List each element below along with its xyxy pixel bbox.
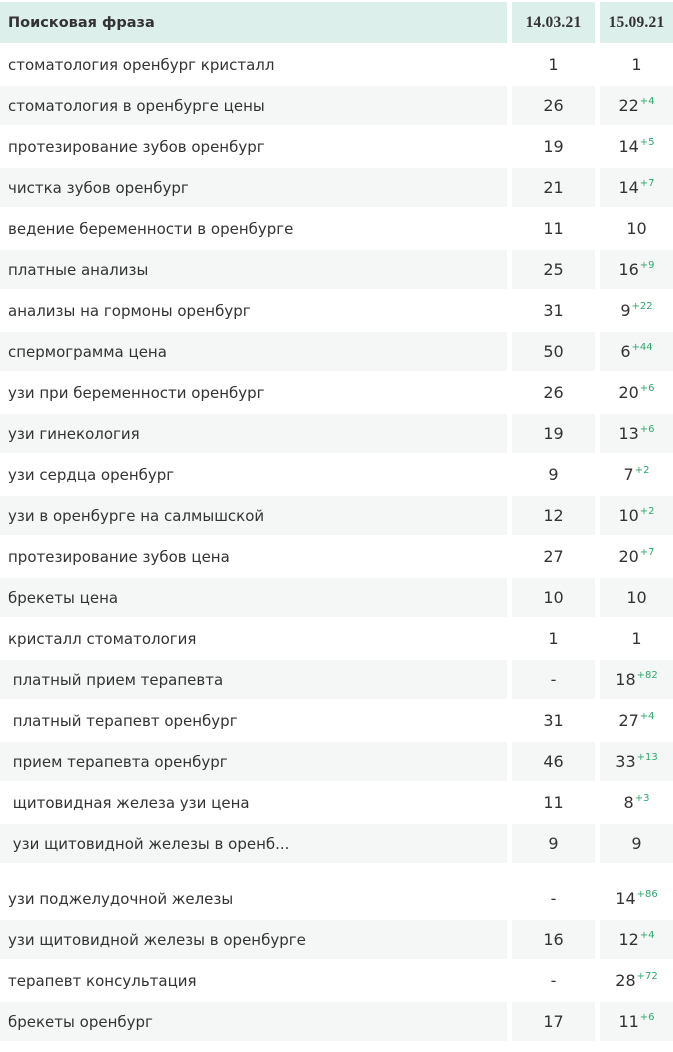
search-phrase-text: протезирование зубов оренбург [8,137,265,156]
position-change-badge: +7 [639,177,655,189]
search-phrase-text: терапевт консультация [8,971,197,990]
search-phrase-text: щитовидная железа узи цена [8,793,250,812]
position-old-cell: 1 [512,619,595,658]
search-phrase-text: стоматология оренбург кристалл [8,55,275,74]
search-phrase-text: брекеты оренбург [8,1012,153,1031]
table-row[interactable] [0,742,673,781]
position-change-badge: +4 [639,710,655,722]
search-phrase-cell [0,250,507,289]
position-change-badge: +13 [636,751,658,763]
table-row[interactable] [0,660,673,699]
position-new-cell [600,1002,673,1041]
search-phrase-cell [0,1002,507,1041]
search-phrase-text: прием терапевта оренбург [8,752,228,771]
search-phrase-cell [0,742,507,781]
position-new-cell [600,291,673,330]
table-row[interactable] [0,373,673,412]
position-new-value: 20 [618,547,639,566]
position-change-badge: +6 [639,382,655,394]
table-row[interactable] [0,496,673,535]
search-phrase-text: узи при беременности оренбург [8,383,265,402]
search-phrase-text: узи сердца оренбург [8,465,175,484]
search-phrase-text: кристалл стоматология [8,629,197,648]
table-row[interactable] [0,578,673,617]
position-new-cell [600,660,673,699]
search-phrase-text: узи щитовидной железы в оренб... [8,834,290,853]
position-old-cell: 16 [512,920,595,959]
search-phrase-text: анализы на гормоны оренбург [8,301,251,320]
search-phrase-text: узи в оренбурге на салмышской [8,506,265,525]
table-row[interactable] [0,455,673,494]
column-header-date-old[interactable]: 14.03.21 [512,2,595,43]
position-change-badge: +22 [631,300,653,312]
table-row[interactable] [0,414,673,453]
search-phrase-text: узи гинекология [8,424,140,443]
search-phrase-cell [0,537,507,576]
table-row[interactable] [0,783,673,822]
table-row[interactable] [0,961,673,1000]
position-old-cell: 27 [512,537,595,576]
position-new-cell [600,701,673,740]
search-phrase-cell [0,783,507,822]
position-new-value: 10 [626,588,647,607]
position-old-cell: 9 [512,455,595,494]
position-new-cell [600,961,673,1000]
position-old-cell: 1 [512,45,595,84]
search-phrase-text: платный терапевт оренбург [8,711,238,730]
search-phrase-cell [0,373,507,412]
search-phrase-cell [0,86,507,125]
position-new-value: 13 [618,424,639,443]
table-row[interactable] [0,701,673,740]
position-change-badge: +44 [631,341,653,353]
position-new-cell [600,168,673,207]
search-phrase-cell [0,168,507,207]
position-old-cell: - [512,879,595,918]
position-new-value: 33 [615,752,636,771]
position-change-badge: +3 [634,792,650,804]
position-change-badge: +4 [639,95,655,107]
position-new-value: 22 [618,96,639,115]
position-new-value: 27 [618,711,639,730]
position-old-cell: - [512,961,595,1000]
position-old-cell: 19 [512,414,595,453]
table-header-row [0,2,673,43]
search-phrase-cell [0,291,507,330]
position-old-cell: 21 [512,168,595,207]
table-row[interactable] [0,86,673,125]
position-new-value: 14 [615,889,636,908]
position-old-cell: 17 [512,1002,595,1041]
position-old-cell: 31 [512,701,595,740]
table-row[interactable] [0,879,673,918]
table-row[interactable] [0,1002,673,1041]
position-change-badge: +2 [639,505,655,517]
position-new-value: 18 [615,670,636,689]
search-phrase-cell [0,332,507,371]
search-phrase-text: платные анализы [8,260,149,279]
position-new-cell [600,537,673,576]
column-header-search-phrase[interactable]: Поисковая фраза [0,2,507,43]
search-phrase-text: ведение беременности в оренбурге [8,219,294,238]
position-new-value: 14 [618,137,639,156]
position-new-value: 9 [620,301,631,320]
table-row[interactable] [0,291,673,330]
position-old-cell: 9 [512,824,595,863]
table-row[interactable] [0,45,673,84]
table-row[interactable] [0,332,673,371]
position-new-cell [600,496,673,535]
position-new-cell [600,742,673,781]
position-new-value: 6 [620,342,631,361]
position-new-cell [600,332,673,371]
position-old-cell: 12 [512,496,595,535]
search-phrase-cell [0,879,507,918]
search-phrase-text: узи щитовидной железы в оренбурге [8,930,306,949]
position-change-badge: +7 [639,546,655,558]
search-phrase-cell [0,619,507,658]
search-phrase-cell [0,209,507,248]
search-phrase-text: платный прием терапевта [8,670,224,689]
position-new-cell [600,414,673,453]
position-new-cell [600,619,673,658]
position-new-value: 10 [626,219,647,238]
position-change-badge: +82 [636,669,658,681]
position-old-cell: - [512,660,595,699]
position-old-cell: 26 [512,86,595,125]
position-new-cell [600,578,673,617]
position-new-value: 9 [631,834,642,853]
table-row[interactable] [0,250,673,289]
position-old-cell: 25 [512,250,595,289]
table-row[interactable] [0,824,673,863]
position-change-badge: +9 [639,259,655,271]
search-phrase-cell [0,414,507,453]
position-new-value: 16 [618,260,639,279]
table-row[interactable] [0,168,673,207]
position-old-cell: 26 [512,373,595,412]
position-change-badge: +72 [636,970,658,982]
position-change-badge: +5 [639,136,655,148]
table-row[interactable] [0,127,673,166]
search-phrase-text: протезирование зубов цена [8,547,230,566]
position-change-badge: +86 [636,888,658,900]
position-new-cell [600,209,673,248]
position-change-badge: +2 [634,464,650,476]
position-old-cell: 31 [512,291,595,330]
position-change-badge: +6 [639,423,655,435]
position-new-value: 28 [615,971,636,990]
position-new-cell [600,373,673,412]
position-new-cell [600,824,673,863]
search-phrase-cell [0,920,507,959]
search-phrase-text: чистка зубов оренбург [8,178,189,197]
search-phrase-text: брекеты цена [8,588,119,607]
position-new-cell [600,45,673,84]
search-phrase-text: стоматология в оренбурге цены [8,96,265,115]
position-new-value: 11 [618,1012,639,1031]
position-change-badge: +6 [639,1011,655,1023]
search-phrase-cell [0,496,507,535]
position-old-cell: 11 [512,209,595,248]
search-phrase-cell [0,578,507,617]
search-phrase-cell [0,660,507,699]
search-phrase-cell [0,455,507,494]
search-phrase-cell [0,961,507,1000]
position-new-value: 1 [631,55,642,74]
position-new-cell [600,86,673,125]
search-phrase-text: узи поджелудочной железы [8,889,234,908]
position-new-cell [600,920,673,959]
column-header-date-new[interactable]: 15.09.21 [600,2,673,43]
position-old-cell: 46 [512,742,595,781]
position-new-value: 10 [618,506,639,525]
position-new-cell [600,879,673,918]
position-old-cell: 10 [512,578,595,617]
search-phrase-cell [0,127,507,166]
position-new-value: 8 [623,793,634,812]
table-body [0,45,673,1041]
search-phrase-cell [0,701,507,740]
table-row[interactable] [0,209,673,248]
position-new-cell [600,250,673,289]
table-row[interactable] [0,920,673,959]
position-new-value: 14 [618,178,639,197]
position-new-cell [600,127,673,166]
position-new-value: 20 [618,383,639,402]
position-old-cell: 11 [512,783,595,822]
table-row[interactable] [0,619,673,658]
position-new-value: 7 [623,465,634,484]
search-phrase-cell [0,824,507,863]
position-new-value: 1 [631,629,642,648]
position-new-cell [600,783,673,822]
position-change-badge: +4 [639,929,655,941]
search-phrase-cell [0,45,507,84]
position-new-cell [600,455,673,494]
search-phrase-text: спермограмма цена [8,342,167,361]
table-row[interactable] [0,537,673,576]
position-new-value: 12 [618,930,639,949]
position-old-cell: 19 [512,127,595,166]
position-old-cell: 50 [512,332,595,371]
